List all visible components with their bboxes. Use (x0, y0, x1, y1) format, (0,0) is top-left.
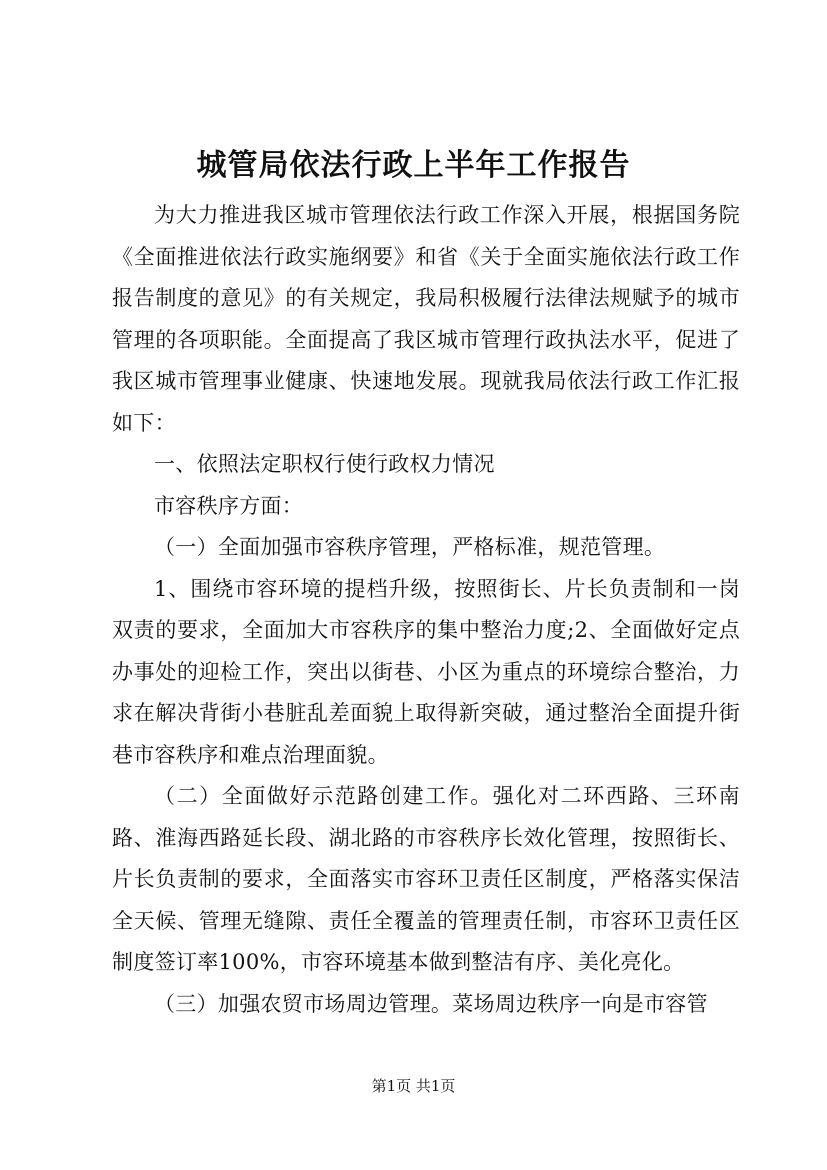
paragraph-item-2: （二）全面做好示范路创建工作。强化对二环西路、三环南路、淮海西路延长段、湖北路的市容秩序长效化管理，按照街长、片长负责制的要求，全面落实市容环卫责任区制度，严格落实保洁全天候、管理无缝隙、责任全覆盖的管理责任制，市容环卫责任区制度签订率100%，市容环境基本做到整洁有序、美化亮化。 (112, 784, 740, 974)
paragraph-intro: 为大力推进我区城市管理依法行政工作深入开展，根据国务院《全面推进依法行政实施纲要》和省《关于全面实施依法行政工作报告制度的意见》的有关规定，我局积极履行法律法规赋予的城市管理的各项职能。全面提高了我区城市管理行政执法水平，促进了我区城市管理事业健康、快速地发展。现就我局依法行政工作汇报如下： (112, 203, 740, 435)
document-title: 城管局依法行政上半年工作报告 (196, 148, 631, 183)
paragraph-section-heading: 一、依照法定职权行使行政权力情况 (154, 452, 495, 476)
paragraph-item-1-detail: 1、围绕市容环境的提档升级，按照街长、片长负责制和一岗双责的要求，全面加大市容秩序的集中整治力度;2、全面做好定点办事处的迎检工作，突出以街巷、小区为重点的环境综合整治，力求在解决背街小巷脏乱差面貌上取得新突破，通过整治全面提升街巷市容秩序和难点治理面貌。 (112, 576, 740, 767)
paragraph-item-1: （一）全面加强市容秩序管理，严格标准，规范管理。 (154, 535, 666, 559)
paragraph-item-3: （三）加强农贸市场周边管理。菜场周边秩序一向是市容管 (154, 991, 708, 1016)
paragraph-subheading: 市容秩序方面： (154, 493, 304, 518)
page-footer: 第1页 共1页 (371, 1077, 456, 1095)
document-body (112, 195, 740, 1025)
